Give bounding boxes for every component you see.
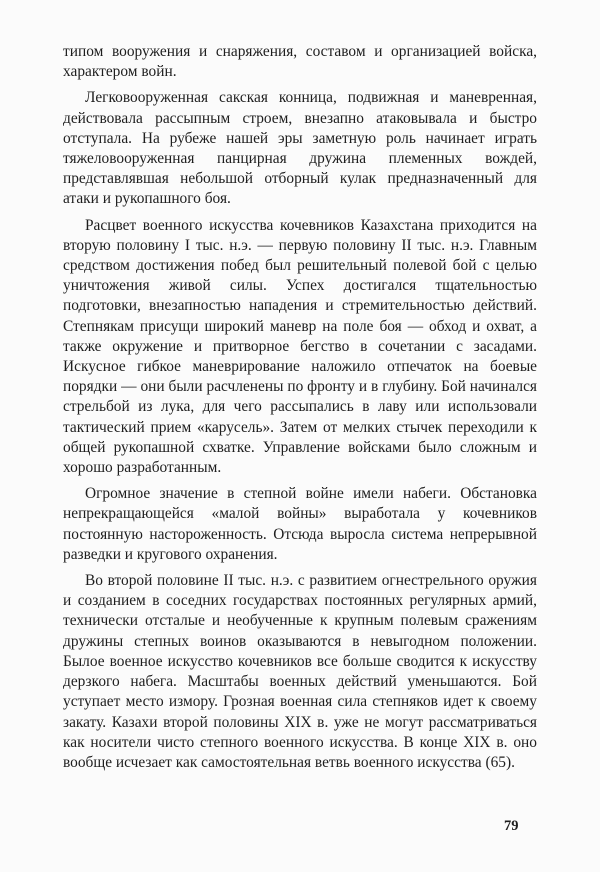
paragraph-4: Огромное значение в степной войне имели набеги. Обстановка непрекращающейся «малой войны» выработала у кочевников постоянную настороженность. Отсюда выросла система непрерывной разведки и кругового охранения.: [63, 485, 537, 563]
paragraph-2: Легковооруженная сакская конница, подвижная и маневренная, действовала рассыпным строем, внезапно атаковывала и быстро отступала. На рубеже нашей эры заметную роль начинает играть тяжеловооруженная панцирная дружина племенных вождей, представлявшая небольшой отборный кулак предназначенный для атаки и рукопашного боя.: [63, 89, 537, 208]
page-number: 79: [504, 818, 519, 834]
body-text: [63, 42, 537, 779]
paragraph-1: типом вооружения и снаряжения, составом и организацией войска, характером войн.: [63, 43, 537, 81]
paragraph-3: Расцвет военного искусства кочевников Казахстана приходится на вторую половину I тыс. н.э. — первую половину II тыс. н.э. Главным средством достижения побед был решительный полевой бой с целью уничтожения живой силы. Успех достигался тщательностью подготовки, внезапностью нападения и стремительностью действий. Степнякам присущи широкий маневр на поле боя — обход и охват, а также окружение и притворное бегство в сочетании с засадами. Искусное гибкое маневрирование наложило отпечаток на боевые порядки — они были расчленены по фронту и в глубину. Бой начинался стрельбой из лука, для чего рассыпались в лаву или использовали тактический прием «карусель». Затем от мелких стычек переходили к общей рукопашной схватке. Управление войсками было сложным и хорошо разработанным.: [63, 216, 537, 477]
paragraph-5: Во второй половине II тыс. н.э. с развитием огнестрельного оружия и созданием в соседних государствах постоянных регулярных армий, технически отсталые и необученные к крупным полевым сражениям дружины степных воинов оказываются в невыгодном положении. Былое военное искусство кочевников все больше сводится к искусству дерзкого набега. Масштабы военных действий уменьшаются. Бой уступает место измору. Грозная военная сила степняков идет к своему закату. Казахи второй половины XIX в. уже не могут рассматриваться как носители чисто степного военного искусства. В конце XIX в. оно вообще исчезает как самостоятельная ветвь военного искусства (65).: [63, 572, 537, 771]
